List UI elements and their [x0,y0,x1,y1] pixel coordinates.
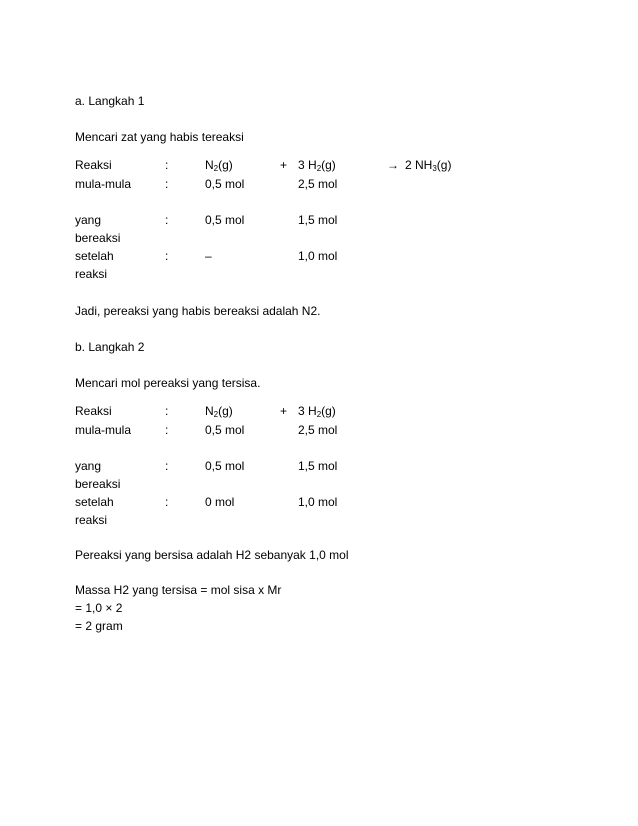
nh3-subscript: 3 [432,164,437,173]
row-label-reacted: yang [75,459,102,473]
n2-after: – [205,249,212,263]
reaction-label: Reaksi [75,158,112,172]
n2-state: (g) [218,404,233,418]
n2-base: N [205,158,214,172]
nh3-base: 2 NH [405,158,433,172]
colon: : [165,423,169,437]
n2-formula [205,157,233,173]
row-label-reacted-line2: bereaksi [75,477,121,491]
h2-state: (g) [321,158,336,172]
h2-formula [298,157,336,173]
nh3-formula [405,157,451,173]
h2-base: 3 H [298,404,317,418]
h2-subscript: 2 [316,410,322,419]
n2-state: (g) [218,158,233,172]
h2-formula [298,403,336,419]
colon: : [165,459,169,473]
section-b-heading: b. Langkah 2 [75,340,145,354]
plus-sign: + [280,404,288,418]
nh3-state: (g) [436,158,452,172]
plus-sign: + [280,158,288,172]
h2-base: 3 H [298,158,317,172]
h2-subscript: 2 [316,164,322,173]
row-label-after-line2: reaksi [75,513,108,527]
colon: : [165,495,169,509]
section-a-conclusion: Jadi, pereaksi yang habis bereaksi adalah N2. [75,304,321,318]
row-label-initial: mula-mula [75,177,132,191]
row-label-reacted: yang [75,213,102,227]
colon: : [165,404,169,418]
section-b-subheading: Mencari mol pereaksi yang tersisa. [75,376,261,390]
row-label-after: setelah [75,495,114,509]
row-label-after-line2: reaksi [75,267,108,281]
n2-subscript: 2 [213,164,219,173]
mass-result-line: = 2 gram [75,619,123,633]
h2-state: (g) [321,404,336,418]
mass-calc-line: = 1,0 × 2 [75,601,123,615]
section-a-heading: a. Langkah 1 [75,94,145,108]
n2-base: N [205,404,214,418]
n2-reacted: 0,5 mol [205,213,245,227]
h2-reacted: 1,5 mol [298,213,338,227]
colon: : [165,213,169,227]
h2-after: 1,0 mol [298,495,338,509]
h2-initial: 2,5 mol [298,423,338,437]
n2-formula [205,403,233,419]
colon: : [165,158,169,172]
n2-subscript: 2 [213,410,219,419]
section-b-conclusion: Pereaksi yang bersisa adalah H2 sebanyak 1,0 mol [75,548,349,562]
n2-after: 0 mol [205,495,235,509]
reaction-table-b [75,403,495,543]
h2-after: 1,0 mol [298,249,338,263]
colon: : [165,249,169,263]
n2-initial: 0,5 mol [205,423,245,437]
reaction-arrow: → [387,158,399,172]
reaction-label: Reaksi [75,404,112,418]
section-a-subheading: Mencari zat yang habis tereaksi [75,130,244,144]
reaction-table-a [75,157,495,297]
n2-reacted: 0,5 mol [205,459,245,473]
mass-formula-line: Massa H2 yang tersisa = mol sisa x Mr [75,583,282,597]
row-label-reacted-line2: bereaksi [75,231,121,245]
row-label-initial: mula-mula [75,423,132,437]
n2-initial: 0,5 mol [205,177,245,191]
h2-initial: 2,5 mol [298,177,338,191]
h2-reacted: 1,5 mol [298,459,338,473]
row-label-after: setelah [75,249,114,263]
colon: : [165,177,169,191]
